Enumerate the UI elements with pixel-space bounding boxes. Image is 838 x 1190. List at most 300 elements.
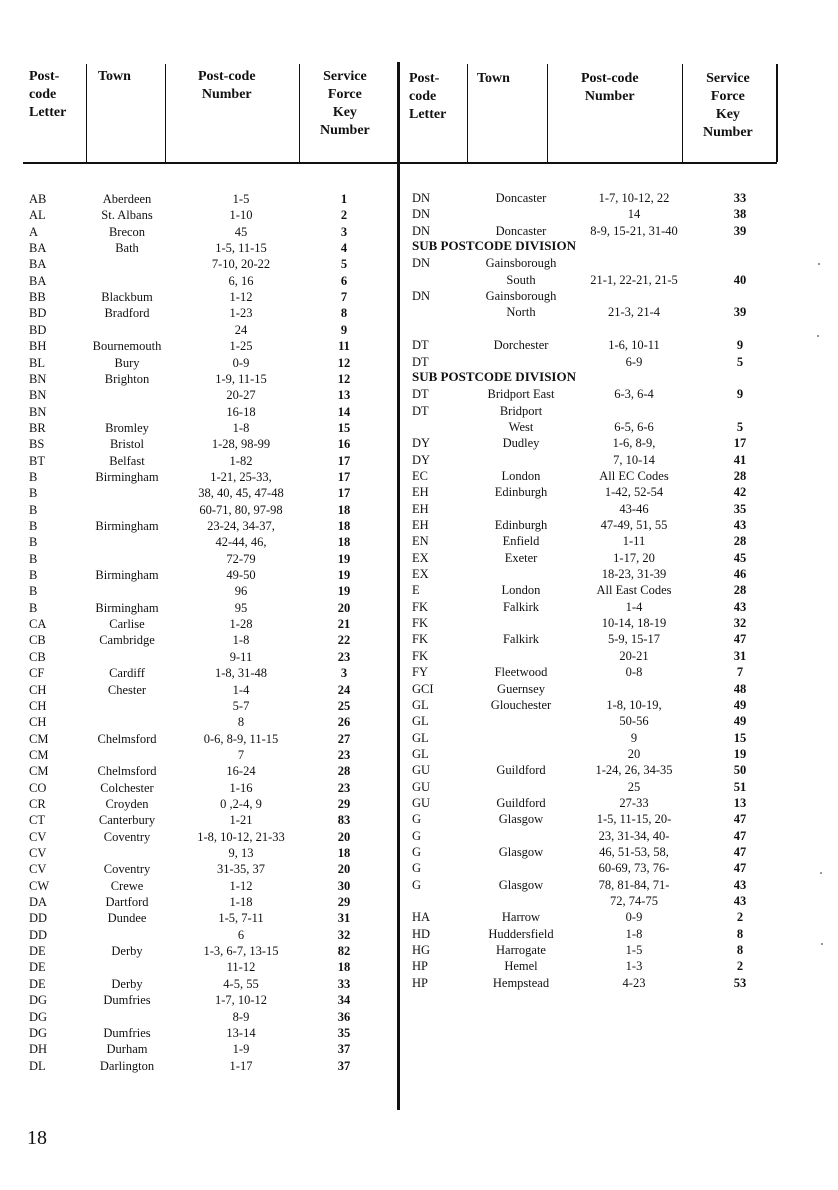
header-service-force-key: Service Force Key Number bbox=[320, 69, 370, 138]
table-row bbox=[0, 893, 838, 909]
postcode-letter: DA bbox=[29, 895, 48, 910]
service-force-key: 33 bbox=[337, 976, 351, 991]
postcode-number: 31-35, 37 bbox=[217, 862, 265, 877]
postcode-letter: EC bbox=[412, 468, 428, 483]
postcode-letter: EX bbox=[412, 567, 429, 582]
service-force-key: 82 bbox=[337, 944, 351, 959]
service-force-key: 9 bbox=[736, 387, 744, 402]
right-col-divider-4 bbox=[776, 64, 778, 162]
postcode-letter: HA bbox=[412, 910, 431, 925]
service-force-key: 49 bbox=[733, 714, 747, 729]
postcode-number: 11-12 bbox=[226, 960, 256, 975]
service-force-key: 23 bbox=[337, 747, 351, 762]
postcode-letter: DT bbox=[412, 354, 429, 369]
table-row bbox=[0, 337, 838, 353]
service-force-key: 6 bbox=[340, 273, 348, 288]
header-service-force-key: Service Force Key Number bbox=[703, 71, 753, 140]
service-force-key: 45 bbox=[733, 550, 747, 565]
postcode-number: 1-28 bbox=[229, 617, 253, 632]
service-force-key: 22 bbox=[337, 633, 351, 648]
service-force-key: 43 bbox=[733, 518, 747, 532]
postcode-letter: B bbox=[29, 584, 38, 599]
service-force-key: 51 bbox=[733, 779, 747, 794]
postcode-letter: BR bbox=[29, 420, 46, 435]
town-name: Brighton bbox=[104, 371, 150, 386]
postcode-letter: DE bbox=[29, 976, 46, 991]
postcode-letter: BD bbox=[29, 306, 47, 321]
postcode-letter: BB bbox=[29, 290, 46, 305]
postcode-letter: AL bbox=[29, 208, 46, 223]
town-name: Falkirk bbox=[502, 599, 540, 614]
service-force-key: 47 bbox=[733, 861, 747, 876]
postcode-number: 0-9 bbox=[625, 910, 643, 925]
postcode-letter: BD bbox=[29, 322, 47, 337]
service-force-key: 2 bbox=[736, 959, 744, 974]
service-force-key: 43 bbox=[733, 599, 747, 614]
town-name: Dumfries bbox=[103, 993, 151, 1008]
town-name: Huddersfield bbox=[488, 926, 554, 941]
table-row bbox=[0, 1041, 838, 1057]
service-force-key: 37 bbox=[337, 1042, 351, 1057]
town-name: Derby bbox=[111, 976, 143, 991]
postcode-number: All East Codes bbox=[596, 583, 672, 598]
table-row bbox=[0, 713, 838, 729]
postcode-number: 72, 74-75 bbox=[610, 894, 658, 909]
town-name: Coventry bbox=[103, 862, 151, 877]
town-name: North bbox=[506, 305, 536, 320]
postcode-number: 50-56 bbox=[619, 714, 649, 729]
postcode-number: 1-17 bbox=[229, 1058, 253, 1073]
table-row bbox=[0, 419, 838, 435]
table-row bbox=[0, 615, 838, 631]
postcode-letter: CR bbox=[29, 796, 46, 811]
service-force-key: 1 bbox=[340, 192, 348, 206]
service-force-key: 47 bbox=[733, 845, 747, 859]
service-force-key: 25 bbox=[337, 698, 351, 713]
town-name: Birmingham bbox=[95, 469, 159, 484]
postcode-number: 47-49, 51, 55 bbox=[600, 518, 668, 532]
town-name: Birmingham bbox=[95, 568, 159, 583]
service-force-key: 32 bbox=[733, 616, 747, 631]
service-force-key: 5 bbox=[736, 419, 744, 434]
postcode-letter: G bbox=[412, 812, 422, 827]
postcode-letter: EN bbox=[412, 534, 429, 549]
service-force-key: 47 bbox=[733, 828, 747, 843]
right-col-divider-2 bbox=[547, 64, 548, 162]
postcode-number: 96 bbox=[234, 584, 248, 599]
postcode-letter: DE bbox=[29, 960, 46, 975]
postcode-letter: DN bbox=[412, 207, 431, 222]
service-force-key: 19 bbox=[337, 568, 351, 583]
service-force-key: 2 bbox=[736, 910, 744, 925]
table-row bbox=[0, 550, 838, 566]
postcode-number: 6, 16 bbox=[228, 273, 254, 288]
postcode-letter: HP bbox=[412, 975, 428, 990]
postcode-letter: CW bbox=[29, 878, 50, 893]
town-name: Cambridge bbox=[99, 633, 155, 648]
postcode-letter: CO bbox=[29, 780, 47, 795]
table-row bbox=[0, 975, 838, 991]
town-name: Hemel bbox=[504, 959, 538, 974]
postcode-letter: EH bbox=[412, 518, 429, 532]
town-name: London bbox=[501, 583, 541, 598]
postcode-number: 27-33 bbox=[619, 795, 649, 810]
postcode-letter: DN bbox=[412, 289, 431, 304]
service-force-key: 9 bbox=[340, 322, 348, 337]
table-row bbox=[0, 926, 838, 942]
postcode-letter: HD bbox=[412, 926, 431, 941]
postcode-letter: EH bbox=[412, 501, 429, 516]
service-force-key: 23 bbox=[337, 649, 351, 664]
postcode-number: 7, 10-14 bbox=[613, 452, 655, 467]
postcode-letter: GU bbox=[412, 795, 431, 810]
postcode-number: 10-14, 18-19 bbox=[601, 616, 667, 631]
service-force-key: 38 bbox=[733, 207, 747, 222]
postcode-letter: DD bbox=[29, 927, 48, 942]
town-name: Birmingham bbox=[95, 519, 159, 533]
service-force-key: 15 bbox=[733, 730, 747, 745]
right-col-divider-1 bbox=[467, 64, 468, 162]
postcode-number: 1-12 bbox=[229, 290, 253, 305]
town-name: Chelmsford bbox=[97, 731, 157, 746]
postcode-number: 72-79 bbox=[226, 551, 256, 566]
town-name: Glasgow bbox=[498, 812, 544, 827]
table-row bbox=[0, 190, 838, 206]
table-row bbox=[0, 877, 838, 893]
postcode-number: 1-8 bbox=[625, 926, 643, 941]
postcode-letter: B bbox=[29, 568, 38, 583]
postcode-number: 7 bbox=[237, 747, 245, 762]
town-name: South bbox=[506, 272, 536, 287]
table-row bbox=[0, 648, 838, 664]
postcode-number: 1-4 bbox=[625, 599, 643, 614]
postcode-number: 1-5, 7-11 bbox=[218, 911, 264, 926]
town-name: Hempstead bbox=[492, 975, 550, 990]
postcode-number: 25 bbox=[627, 779, 641, 794]
postcode-letter: BN bbox=[29, 404, 47, 419]
town-name: Darlington bbox=[99, 1058, 155, 1073]
service-force-key: 28 bbox=[337, 764, 351, 779]
table-row bbox=[0, 255, 838, 271]
left-col-divider-2 bbox=[165, 64, 166, 162]
town-name: Bristol bbox=[109, 437, 145, 452]
postcode-letter: A bbox=[29, 224, 39, 239]
town-name: Bridport East bbox=[487, 387, 555, 402]
postcode-letter: G bbox=[412, 877, 422, 892]
postcode-letter: G bbox=[412, 828, 422, 843]
table-row bbox=[0, 599, 838, 615]
service-force-key: 8 bbox=[340, 306, 348, 321]
service-force-key: 23 bbox=[337, 780, 351, 795]
postcode-number: 38, 40, 45, 47-48 bbox=[198, 486, 284, 501]
table-row bbox=[0, 681, 838, 697]
postcode-letter: DN bbox=[412, 256, 431, 271]
postcode-number: 1-5 bbox=[625, 943, 643, 958]
scan-speck bbox=[817, 335, 819, 337]
postcode-number: 21-3, 21-4 bbox=[607, 305, 661, 320]
table-row bbox=[0, 909, 838, 925]
service-force-key: 18 bbox=[337, 535, 351, 550]
service-force-key: 17 bbox=[733, 436, 747, 451]
postcode-letter: BH bbox=[29, 339, 47, 354]
postcode-number: 21-1, 22-21, 21-5 bbox=[590, 272, 678, 287]
town-name: Glouchester bbox=[490, 697, 552, 712]
service-force-key: 29 bbox=[337, 796, 351, 811]
table-row bbox=[0, 942, 838, 958]
postcode-number: 0 ,2-4, 9 bbox=[220, 796, 262, 811]
postcode-number: 1-5, 11-15, 20- bbox=[596, 812, 672, 827]
table-row bbox=[0, 1025, 838, 1041]
postcode-letter: EX bbox=[412, 550, 429, 565]
table-row bbox=[0, 779, 838, 795]
service-force-key: 39 bbox=[733, 305, 747, 320]
postcode-letter: G bbox=[412, 845, 422, 859]
postcode-letter: FK bbox=[412, 648, 428, 663]
town-name: Gainsborough bbox=[485, 289, 557, 304]
town-name: Belfast bbox=[109, 453, 145, 468]
postcode-letter: GL bbox=[412, 714, 429, 729]
town-name: Doncaster bbox=[495, 191, 547, 205]
service-force-key: 37 bbox=[337, 1058, 351, 1073]
postcode-letter: DG bbox=[29, 993, 48, 1008]
town-name: Brecon bbox=[108, 224, 146, 239]
postcode-letter: CH bbox=[29, 698, 47, 713]
postcode-letter: B bbox=[29, 519, 38, 533]
postcode-letter: DT bbox=[412, 387, 429, 402]
table-row bbox=[0, 304, 838, 320]
postcode-letter: B bbox=[29, 502, 38, 517]
postcode-number: 1-3 bbox=[625, 959, 643, 974]
postcode-letter: DT bbox=[412, 403, 429, 418]
service-force-key: 24 bbox=[337, 682, 351, 697]
service-force-key: 28 bbox=[733, 468, 747, 483]
service-force-key: 43 bbox=[733, 877, 747, 892]
left-header-rule bbox=[23, 162, 399, 164]
table-row bbox=[0, 811, 838, 827]
town-name: Bath bbox=[115, 241, 139, 256]
postcode-letter: HG bbox=[412, 943, 431, 958]
postcode-number: 1-28, 98-99 bbox=[211, 437, 271, 452]
postcode-letter: FK bbox=[412, 616, 428, 631]
table-row bbox=[0, 354, 838, 370]
town-name: St. Albans bbox=[101, 208, 153, 223]
town-name: Colchester bbox=[100, 780, 154, 795]
table-row bbox=[0, 223, 838, 239]
postcode-number: 20-27 bbox=[226, 388, 256, 403]
service-force-key: 29 bbox=[337, 895, 351, 910]
section-heading: SUB POSTCODE DIVISION bbox=[412, 368, 576, 384]
scan-speck bbox=[821, 943, 823, 945]
town-name: Derby bbox=[111, 944, 143, 959]
postcode-number: 46, 51-53, 58, bbox=[599, 845, 669, 859]
postcode-letter: B bbox=[29, 486, 38, 501]
postcode-letter: B bbox=[29, 469, 38, 484]
postcode-number: 6 bbox=[237, 927, 245, 942]
postcode-number: 1-9, 11-15 bbox=[215, 371, 267, 386]
table-row bbox=[0, 697, 838, 713]
table-row bbox=[0, 844, 838, 860]
postcode-number: 1-8, 31-48 bbox=[214, 666, 268, 681]
service-force-key: 42 bbox=[733, 485, 747, 500]
town-name: Edinburgh bbox=[494, 485, 548, 500]
table-row bbox=[0, 533, 838, 549]
service-force-key: 20 bbox=[337, 600, 351, 615]
service-force-key: 19 bbox=[337, 551, 351, 566]
postcode-number: 42-44, 46, bbox=[215, 535, 267, 550]
town-name: Bournemouth bbox=[92, 339, 162, 354]
postcode-number: 8-9, 15-21, 31-40 bbox=[590, 223, 678, 238]
service-force-key: 11 bbox=[338, 339, 350, 354]
service-force-key: 48 bbox=[733, 681, 747, 696]
postcode-letter: GU bbox=[412, 779, 431, 794]
postcode-letter: DG bbox=[29, 1009, 48, 1024]
postcode-letter: CM bbox=[29, 731, 49, 746]
postcode-number: 78, 81-84, 71- bbox=[598, 877, 670, 892]
header-postcode-number: Post-code Number bbox=[198, 69, 256, 102]
header-town: Town bbox=[98, 69, 131, 84]
service-force-key: 20 bbox=[337, 862, 351, 877]
postcode-number: 1-6, 10-11 bbox=[608, 338, 660, 353]
postcode-letter: GL bbox=[412, 697, 429, 712]
postcode-number: 9-11 bbox=[229, 649, 253, 664]
table-row bbox=[0, 1058, 838, 1074]
postcode-number: 1-42, 52-54 bbox=[604, 485, 664, 500]
service-force-key: 49 bbox=[733, 697, 747, 712]
table-row bbox=[0, 206, 838, 222]
table-row bbox=[0, 664, 838, 680]
postcode-number: 5-7 bbox=[232, 698, 250, 713]
postcode-number: 13-14 bbox=[226, 1025, 256, 1040]
postcode-letter: G bbox=[412, 861, 422, 876]
town-name: Bridport bbox=[499, 403, 543, 418]
postcode-number: 5-9, 15-17 bbox=[607, 632, 661, 647]
postcode-number: 14 bbox=[627, 207, 641, 222]
postcode-number: 6-3, 6-4 bbox=[614, 387, 654, 402]
postcode-number: 1-23 bbox=[229, 306, 253, 321]
postcode-number: 49-50 bbox=[226, 568, 256, 583]
service-force-key: 21 bbox=[337, 617, 351, 632]
service-force-key: 35 bbox=[337, 1025, 351, 1040]
town-name: Guernsey bbox=[497, 681, 545, 696]
town-name: Falkirk bbox=[502, 632, 540, 647]
service-force-key: 50 bbox=[733, 763, 747, 778]
postcode-letter: BT bbox=[29, 453, 45, 468]
scan-speck bbox=[820, 872, 822, 874]
town-name: Edinburgh bbox=[494, 518, 548, 532]
postcode-letter: CH bbox=[29, 682, 47, 697]
service-force-key: 18 bbox=[337, 519, 351, 533]
table-row bbox=[0, 517, 838, 533]
right-col-divider-3 bbox=[682, 64, 683, 162]
service-force-key: 26 bbox=[337, 715, 351, 730]
service-force-key: 9 bbox=[736, 338, 744, 353]
service-force-key: 30 bbox=[337, 878, 351, 893]
postcode-number: 1-18 bbox=[229, 895, 253, 910]
town-name: Harrow bbox=[501, 910, 541, 925]
town-name: Guildford bbox=[496, 795, 546, 810]
left-col-divider-3 bbox=[299, 64, 300, 162]
town-name: Crewe bbox=[110, 878, 144, 893]
postcode-letter: EH bbox=[412, 485, 429, 500]
table-row bbox=[0, 435, 838, 451]
postcode-letter: DL bbox=[29, 1058, 46, 1073]
service-force-key: 5 bbox=[340, 257, 348, 272]
postcode-number: 1-21 bbox=[229, 813, 253, 828]
postcode-letter: BA bbox=[29, 257, 47, 272]
town-name: Glasgow bbox=[498, 845, 544, 859]
service-force-key: 17 bbox=[337, 453, 351, 468]
postcode-number: 1-5 bbox=[232, 192, 250, 206]
service-force-key: 47 bbox=[733, 812, 747, 827]
table-row bbox=[0, 1009, 838, 1025]
postcode-number: 1-8 bbox=[232, 633, 250, 648]
service-force-key: 18 bbox=[337, 502, 351, 517]
table-row bbox=[0, 762, 838, 778]
postcode-letter: CV bbox=[29, 862, 47, 877]
postcode-letter: DE bbox=[29, 944, 46, 959]
postcode-number: 1-5, 11-15 bbox=[215, 241, 267, 256]
postcode-number: 1-24, 26, 34-35 bbox=[595, 763, 673, 778]
postcode-letter: DG bbox=[29, 1025, 48, 1040]
postcode-number: 1-11 bbox=[622, 534, 646, 549]
postcode-letter: HP bbox=[412, 959, 428, 974]
town-name: Durham bbox=[106, 1042, 148, 1057]
service-force-key: 35 bbox=[733, 501, 747, 516]
postcode-letter: BS bbox=[29, 437, 45, 452]
town-name: West bbox=[508, 419, 534, 434]
postcode-letter: DT bbox=[412, 338, 429, 353]
postcode-letter: B bbox=[29, 600, 38, 615]
table-row bbox=[0, 288, 838, 304]
postcode-letter: FK bbox=[412, 632, 428, 647]
town-name: Enfield bbox=[502, 534, 540, 549]
postcode-letter: CM bbox=[29, 747, 49, 762]
page-number: 18 bbox=[27, 1127, 47, 1149]
service-force-key: 3 bbox=[340, 224, 348, 239]
town-name: Aberdeen bbox=[102, 192, 152, 206]
table-row bbox=[0, 386, 838, 402]
postcode-letter: CT bbox=[29, 813, 45, 828]
town-name: Harrogate bbox=[496, 943, 546, 958]
postcode-number: 45 bbox=[234, 224, 248, 239]
service-force-key: 31 bbox=[733, 648, 747, 663]
town-name: Blackbum bbox=[101, 290, 153, 305]
town-name: Glasgow bbox=[498, 877, 544, 892]
postcode-number: 4-23 bbox=[622, 975, 646, 990]
town-name: Exeter bbox=[504, 550, 538, 565]
table-row bbox=[0, 272, 838, 288]
right-header-rule bbox=[399, 162, 777, 164]
service-force-key: 15 bbox=[337, 420, 351, 435]
postcode-number: 20 bbox=[627, 746, 641, 761]
table-row bbox=[0, 566, 838, 582]
postcode-number: 24 bbox=[234, 322, 248, 337]
postcode-number: 1-17, 20 bbox=[613, 550, 655, 565]
service-force-key: 36 bbox=[337, 1009, 351, 1024]
town-name: Canterbury bbox=[98, 813, 156, 828]
service-force-key: 5 bbox=[736, 354, 744, 369]
town-name: Cardiff bbox=[109, 666, 145, 681]
table-row bbox=[0, 452, 838, 468]
header-postcode-letter: Post- code Letter bbox=[29, 69, 67, 120]
postcode-number: 1-21, 25-33, bbox=[210, 469, 272, 484]
postcode-number: 4-5, 55 bbox=[223, 976, 259, 991]
postcode-letter: DY bbox=[412, 452, 431, 467]
service-force-key: 33 bbox=[733, 191, 747, 205]
town-name: London bbox=[501, 468, 541, 483]
table-row bbox=[0, 746, 838, 762]
postcode-number: 23, 31-34, 40- bbox=[598, 828, 670, 843]
